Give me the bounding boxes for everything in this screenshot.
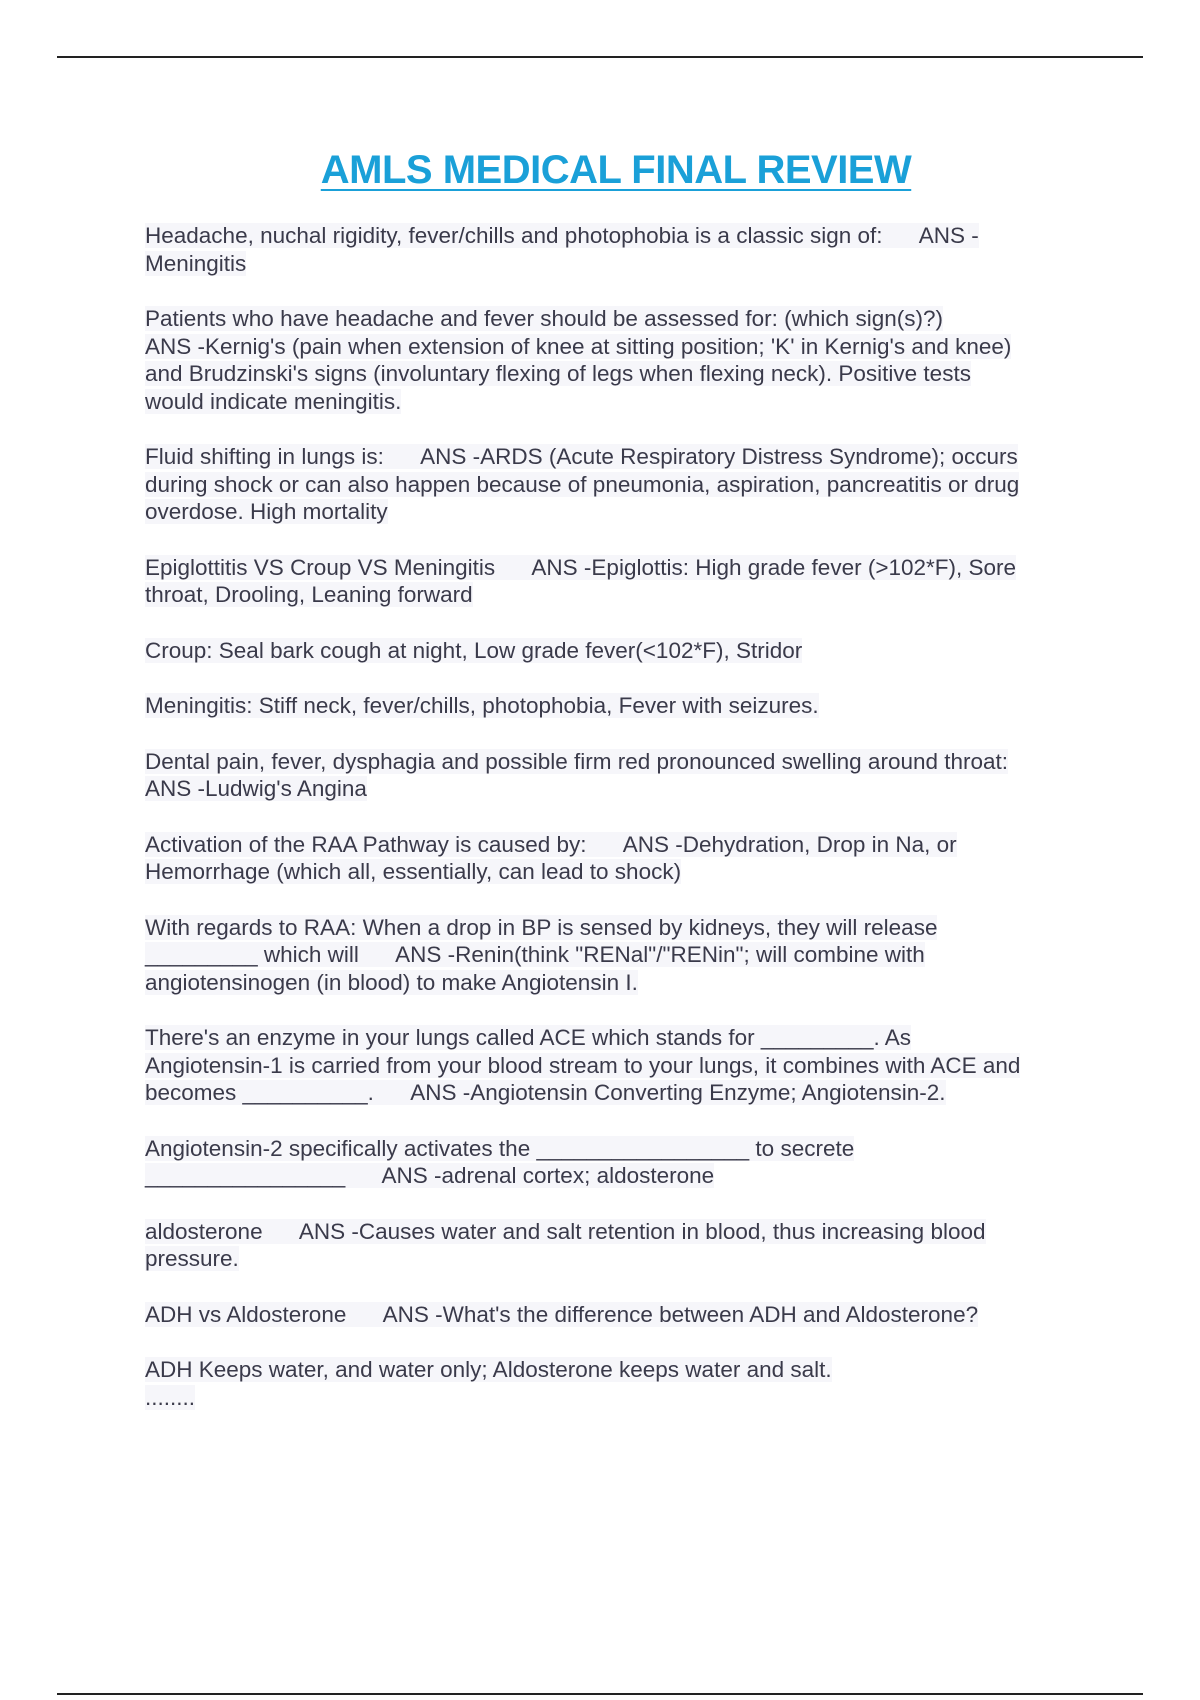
footer-rule — [57, 1693, 1143, 1695]
qa-item: Epiglottitis VS Croup VS Meningitis ANS -Epiglottis: High grade fever (>102*F), Sore throat, Drooling, Leaning forward — [145, 554, 1017, 607]
document-title: AMLS MEDICAL FINAL REVIEW — [320, 148, 912, 192]
qa-item: Activation of the RAA Pathway is caused by: ANS -Dehydration, Drop in Na, or Hemorrhage (which all, essentially, can lead to shock) — [145, 831, 957, 884]
qa-item: Fluid shifting in lungs is: ANS -ARDS (Acute Respiratory Distress Syndrome); occurs during shock or can also happen because of pneumonia, aspiration, pancreatitis or drug overdose. High mortality — [145, 444, 1020, 524]
qa-item: Headache, nuchal rigidity, fever/chills and photophobia is a classic sign of: ANS - Meningitis — [145, 223, 979, 276]
qa-item: Patients who have headache and fever should be assessed for: (which sign(s)?) ANS -Kernig's (pain when extension of knee at sitting position; 'K' in Kernig's and knee) and Brudzinski's signs (involuntary flexing of legs when flexing neck). Positive tests would indicate meningitis. — [145, 306, 1012, 414]
header-rule — [57, 56, 1143, 58]
qa-item: ADH vs Aldosterone ANS -What's the difference between ADH and Aldosterone? — [145, 1301, 979, 1327]
continuation-ellipsis: ........ — [145, 1384, 196, 1410]
qa-item: Meningitis: Stiff neck, fever/chills, photophobia, Fever with seizures. — [145, 693, 819, 718]
qa-item: Angiotensin-2 specifically activates the _________________ to secrete ________________ ANS -adrenal cortex; aldosterone — [145, 1135, 855, 1188]
qa-item: aldosterone ANS -Causes water and salt retention in blood, thus increasing blood pressure. — [145, 1218, 986, 1271]
qa-item: Dental pain, fever, dysphagia and possible firm red pronounced swelling around throat: ANS -Ludwig's Angina — [145, 748, 1009, 801]
document-body — [145, 222, 1095, 1439]
qa-item: ADH Keeps water, and water only; Aldosterone keeps water and salt. — [145, 1357, 832, 1382]
qa-item: There's an enzyme in your lungs called ACE which stands for _________. As Angiotensin-1 is carried from your blood stream to your lungs, it combines with ACE and becomes __________. ANS -Angiotensin Converting Enzyme; Angiotensin-2. — [145, 1025, 1021, 1105]
qa-item: Croup: Seal bark cough at night, Low grade fever(<102*F), Stridor — [145, 637, 803, 663]
qa-item: With regards to RAA: When a drop in BP is sensed by kidneys, they will release _________ which will ANS -Renin(think "RENal"/"RENin"; will combine with angiotensinogen (in blood) to make Angiotensin I. — [145, 914, 938, 995]
